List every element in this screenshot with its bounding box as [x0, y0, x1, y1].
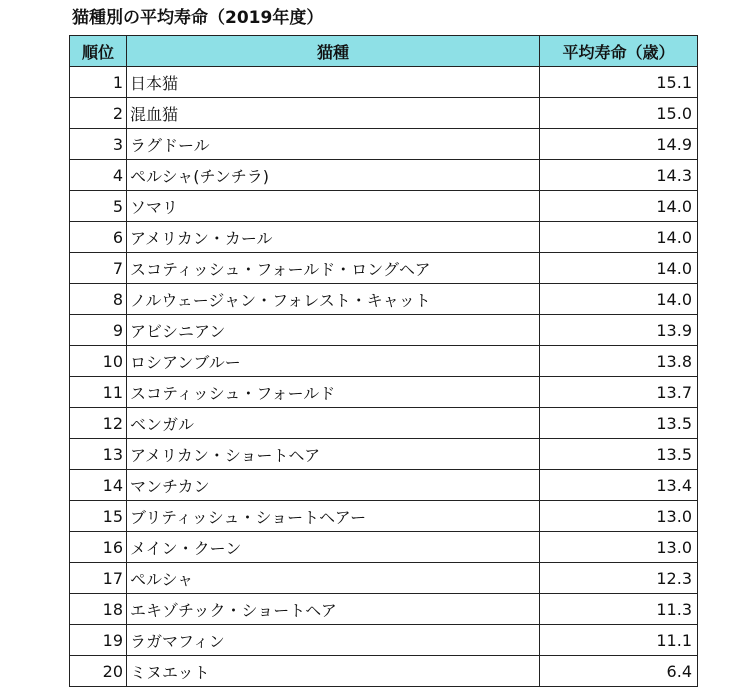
table-row	[70, 98, 698, 129]
lifespan-cell: 13.7	[540, 377, 698, 408]
rank-cell: 1	[70, 67, 127, 98]
breed-cell: スコティッシュ・フォールド・ロングヘア	[127, 253, 540, 284]
table-row	[70, 594, 698, 625]
table-row	[70, 253, 698, 284]
breed-cell: ノルウェージャン・フォレスト・キャット	[127, 284, 540, 315]
rank-cell: 17	[70, 563, 127, 594]
lifespan-cell: 15.1	[540, 67, 698, 98]
rank-cell: 18	[70, 594, 127, 625]
breed-cell: ペルシャ	[127, 563, 540, 594]
table-row	[70, 532, 698, 563]
rank-cell: 8	[70, 284, 127, 315]
lifespan-cell: 12.3	[540, 563, 698, 594]
lifespan-cell: 14.0	[540, 284, 698, 315]
lifespan-cell: 11.3	[540, 594, 698, 625]
header-breed: 猫種	[127, 36, 540, 67]
breed-cell: ロシアンブルー	[127, 346, 540, 377]
lifespan-cell: 11.1	[540, 625, 698, 656]
rank-cell: 11	[70, 377, 127, 408]
rank-cell: 20	[70, 656, 127, 687]
rank-cell: 13	[70, 439, 127, 470]
table-row	[70, 439, 698, 470]
breed-cell: アメリカン・ショートヘア	[127, 439, 540, 470]
breed-cell: ラガマフィン	[127, 625, 540, 656]
rank-cell: 3	[70, 129, 127, 160]
breed-cell: メイン・クーン	[127, 532, 540, 563]
table-row	[70, 501, 698, 532]
table-row	[70, 284, 698, 315]
table-row	[70, 129, 698, 160]
lifespan-cell: 13.5	[540, 439, 698, 470]
table-body	[70, 67, 698, 687]
table-row	[70, 346, 698, 377]
header-rank: 順位	[70, 36, 127, 67]
table-row	[70, 408, 698, 439]
rank-cell: 9	[70, 315, 127, 346]
rank-cell: 5	[70, 191, 127, 222]
lifespan-cell: 14.0	[540, 222, 698, 253]
table-row	[70, 377, 698, 408]
lifespan-cell: 13.9	[540, 315, 698, 346]
lifespan-cell: 13.0	[540, 532, 698, 563]
table-row	[70, 160, 698, 191]
breed-cell: アビシニアン	[127, 315, 540, 346]
breed-cell: ベンガル	[127, 408, 540, 439]
breed-cell: ミヌエット	[127, 656, 540, 687]
lifespan-cell: 13.0	[540, 501, 698, 532]
lifespan-cell: 6.4	[540, 656, 698, 687]
rank-cell: 15	[70, 501, 127, 532]
lifespan-cell: 14.3	[540, 160, 698, 191]
rank-cell: 6	[70, 222, 127, 253]
table-row	[70, 563, 698, 594]
rank-cell: 4	[70, 160, 127, 191]
breed-cell: 日本猫	[127, 67, 540, 98]
rank-cell: 16	[70, 532, 127, 563]
breed-cell: ラグドール	[127, 129, 540, 160]
breed-cell: ブリティッシュ・ショートヘアー	[127, 501, 540, 532]
breed-cell: 混血猫	[127, 98, 540, 129]
rank-cell: 7	[70, 253, 127, 284]
rank-cell: 19	[70, 625, 127, 656]
lifespan-cell: 13.5	[540, 408, 698, 439]
lifespan-cell: 14.9	[540, 129, 698, 160]
table-row	[70, 656, 698, 687]
rank-cell: 2	[70, 98, 127, 129]
breed-cell: ソマリ	[127, 191, 540, 222]
rank-cell: 10	[70, 346, 127, 377]
table-row	[70, 222, 698, 253]
table-row	[70, 625, 698, 656]
lifespan-cell: 13.8	[540, 346, 698, 377]
rank-cell: 14	[70, 470, 127, 501]
breed-cell: マンチカン	[127, 470, 540, 501]
table-row	[70, 315, 698, 346]
table-title: 猫種別の平均寿命（2019年度）	[72, 8, 324, 28]
table-row	[70, 470, 698, 501]
header-row	[70, 36, 698, 67]
header-years: 平均寿命（歳）	[540, 36, 698, 67]
breed-cell: エキゾチック・ショートヘア	[127, 594, 540, 625]
lifespan-cell: 13.4	[540, 470, 698, 501]
table-row	[70, 191, 698, 222]
lifespan-cell: 14.0	[540, 253, 698, 284]
lifespan-cell: 15.0	[540, 98, 698, 129]
table-row	[70, 67, 698, 98]
lifespan-table	[69, 35, 698, 687]
breed-cell: アメリカン・カール	[127, 222, 540, 253]
breed-cell: ペルシャ(チンチラ)	[127, 160, 540, 191]
breed-cell: スコティッシュ・フォールド	[127, 377, 540, 408]
rank-cell: 12	[70, 408, 127, 439]
lifespan-cell: 14.0	[540, 191, 698, 222]
